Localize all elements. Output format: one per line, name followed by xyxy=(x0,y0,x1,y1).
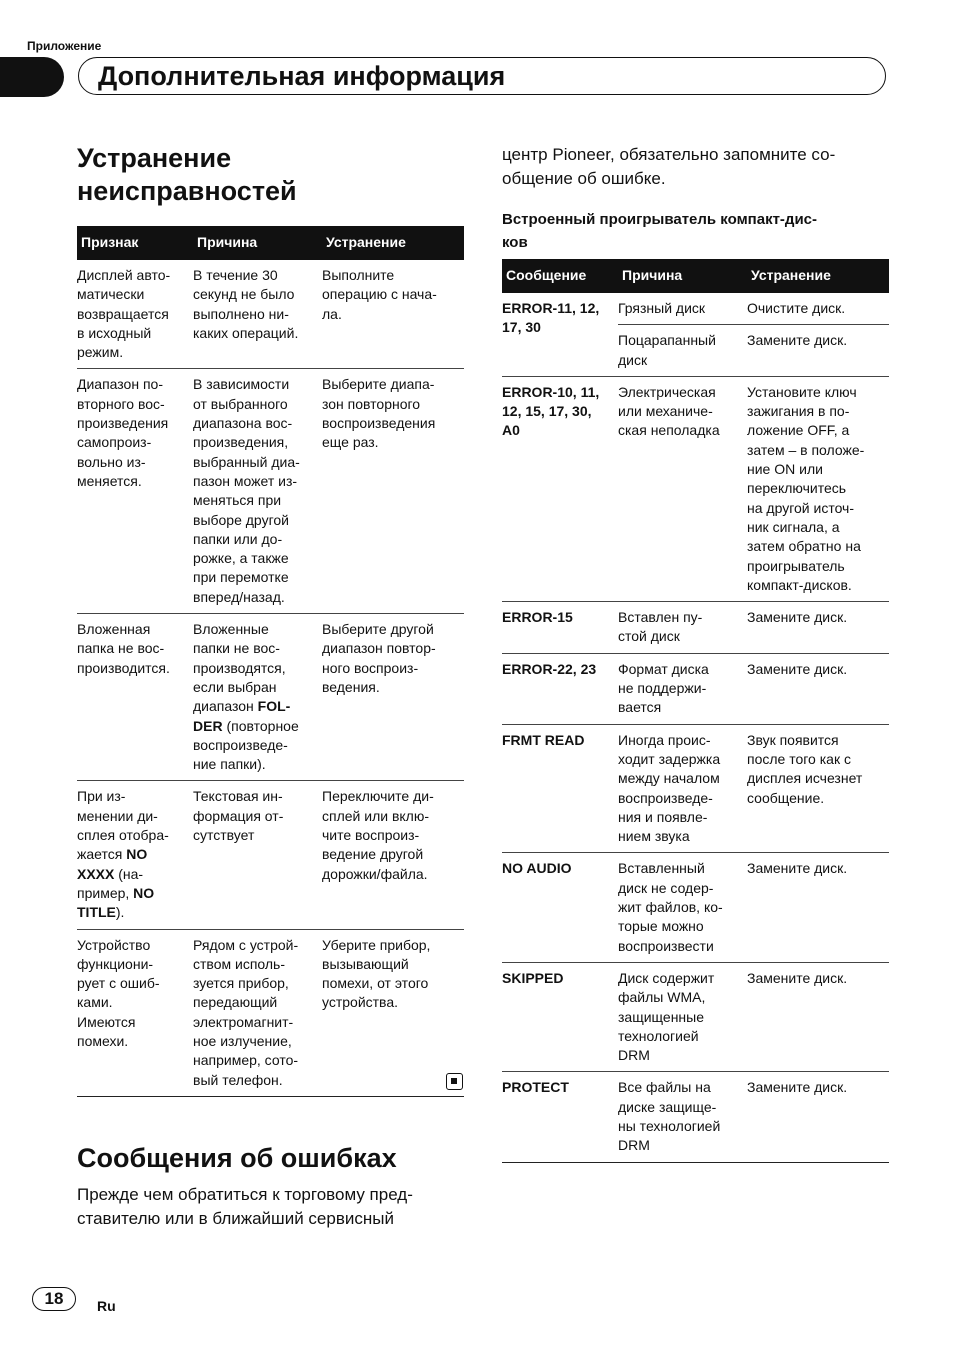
symptom-cell: Дисплей авто- матически возвращается в исходный режим. xyxy=(77,260,193,369)
cause-cell: Рядом с устрой- ством исполь- зуется прибор, передающий электромагнит- ное излучение, например, сото- вый телефон. xyxy=(193,929,322,1096)
cause-cell: Все файлы на диске защище- ны технологией DRM xyxy=(618,1072,747,1162)
errors-intro-right: центр Pioneer, обязательно запомните со- общение об ошибке. xyxy=(502,145,836,188)
troubleshooting-title-line1: Устранение xyxy=(77,143,232,173)
column-header: Сообщение xyxy=(502,259,618,293)
table-row xyxy=(502,1072,889,1162)
action-cell: Звук появится после того как с дисплея исчезнет сообщение. xyxy=(747,724,889,853)
symptom-keyword: NO TITLE xyxy=(77,884,155,921)
errors-title: Сообщения об ошибках xyxy=(77,1143,397,1173)
table-row xyxy=(77,929,464,1096)
message-cell: ERROR-11, 12, 17, 30 xyxy=(502,293,618,376)
table-row xyxy=(77,260,464,369)
symptom-cell: Устройство функциони- рует с ошиб- ками. Имеются помехи. xyxy=(77,929,193,1096)
message-cell: ERROR-22, 23 xyxy=(502,653,618,724)
cause-cell: Текстовая ин- формация от- сутствует xyxy=(193,781,322,929)
cause-cell: Поцарапанный диск xyxy=(618,325,747,377)
message-cell: ERROR-15 xyxy=(502,602,618,654)
end-of-section-icon xyxy=(446,1073,463,1090)
symptom-keyword: NO XXXX xyxy=(77,846,148,882)
symptom-text: При из- менении ди- сплея отобра- жается xyxy=(77,788,169,863)
cause-cell: Диск содержит файлы WMA, защищенные технологией DRM xyxy=(618,962,747,1071)
symptom-cell xyxy=(77,781,193,929)
action-cell: Замените диск. xyxy=(747,653,889,724)
table-row xyxy=(502,962,889,1071)
table-row xyxy=(502,853,889,962)
cause-cell: В зависимости от выбранного диапазона вос- произведения, выбранный диа- пазон может из- меняться при выборе другой папки или до- рожке, а также при перемотке вперед/назад. xyxy=(193,369,322,614)
cause-text: Вложенные папки не вос- производятся, если выбран диапазон xyxy=(193,621,286,715)
cause-cell xyxy=(193,614,322,781)
action-cell: Замените диск. xyxy=(747,1072,889,1162)
table-row xyxy=(77,369,464,614)
message-cell: PROTECT xyxy=(502,1072,618,1162)
troubleshooting-table xyxy=(77,226,464,1097)
action-cell: Выберите диапа- зон повторного воспроизведения еще раз. xyxy=(322,369,464,614)
action-cell: Замените диск. xyxy=(747,602,889,654)
language-code: Ru xyxy=(97,1298,116,1314)
action-cell: Уберите прибор, вызывающий помехи, от этого устройства. xyxy=(322,929,464,1096)
cause-cell: Грязный диск xyxy=(618,293,747,325)
page-number: 18 xyxy=(32,1287,76,1311)
table-row xyxy=(502,376,889,601)
action-cell: Очистите диск. xyxy=(747,293,889,325)
table-header-row xyxy=(502,259,889,293)
table-header-row xyxy=(77,226,464,260)
action-cell: Замените диск. xyxy=(747,962,889,1071)
table-row xyxy=(77,614,464,781)
cause-cell: Вставлен пу- стой диск xyxy=(618,602,747,654)
message-cell: FRMT READ xyxy=(502,724,618,853)
error-messages-table xyxy=(502,259,889,1163)
table-row xyxy=(502,293,889,325)
cause-cell: Вставленный диск не содер- жит файлов, ко- торые можно воспроизвести xyxy=(618,853,747,962)
section-tab xyxy=(0,57,64,97)
column-header: Причина xyxy=(618,259,747,293)
cause-cell: Формат диска не поддержи- вается xyxy=(618,653,747,724)
symptom-cell: Диапазон по- вторного вос- произведения самопроиз- вольно из- меняется. xyxy=(77,369,193,614)
action-cell: Замените диск. xyxy=(747,853,889,962)
cause-text: (повторное воспроизведе- ние папки). xyxy=(193,717,299,773)
action-cell: Выполните операцию с нача- ла. xyxy=(322,260,464,369)
message-cell: NO AUDIO xyxy=(502,853,618,962)
section-label: Приложение xyxy=(27,39,102,53)
cause-keyword: FOL- DER xyxy=(193,698,291,734)
symptom-text: (на- пример, xyxy=(77,865,144,901)
symptom-cell: Вложенная папка не вос- производится. xyxy=(77,614,193,781)
page-title: Дополнительная информация xyxy=(98,61,506,91)
troubleshooting-title xyxy=(77,142,297,208)
column-header: Устранение xyxy=(747,259,889,293)
table-row xyxy=(502,602,889,654)
action-cell: Замените диск. xyxy=(747,325,889,377)
action-cell: Переключите ди- сплей или вклю- чите воспроиз- ведение другой дорожки/файла. xyxy=(322,781,464,929)
message-cell: ERROR-10, 11, 12, 15, 17, 30, A0 xyxy=(502,376,618,601)
action-cell: Установите ключ зажигания в по- ложение OFF, а затем – в положе- ние ON или переключитесь на другой источ- ник сигнала, а затем обратно на проигрыватель компакт-дисков. xyxy=(747,376,889,601)
table-row xyxy=(502,653,889,724)
errors-intro-left: Прежде чем обратиться к торговому пред- ставителю или в ближайший сервисный xyxy=(77,1185,413,1228)
column-header: Признак xyxy=(77,226,193,260)
action-cell: Выберите другой диапазон повтор- ного воспроиз- ведения. xyxy=(322,614,464,781)
cause-cell: Электрическая или механиче- ская неполадка xyxy=(618,376,747,601)
column-header: Причина xyxy=(193,226,322,260)
cause-cell: В течение 30 секунд не было выполнено ни- каких операций. xyxy=(193,260,322,369)
table-row xyxy=(77,781,464,929)
header-bar xyxy=(78,57,886,95)
column-header: Устранение xyxy=(322,226,464,260)
message-cell: SKIPPED xyxy=(502,962,618,1071)
cd-player-subheading: Встроенный проигрыватель компакт-дис- ков xyxy=(502,211,818,251)
cause-cell: Иногда проис- ходит задержка между началом воспроизведе- ния и появле- нием звука xyxy=(618,724,747,853)
troubleshooting-title-line2: неисправностей xyxy=(77,176,297,206)
symptom-text: ). xyxy=(115,904,125,921)
table-row xyxy=(502,724,889,853)
